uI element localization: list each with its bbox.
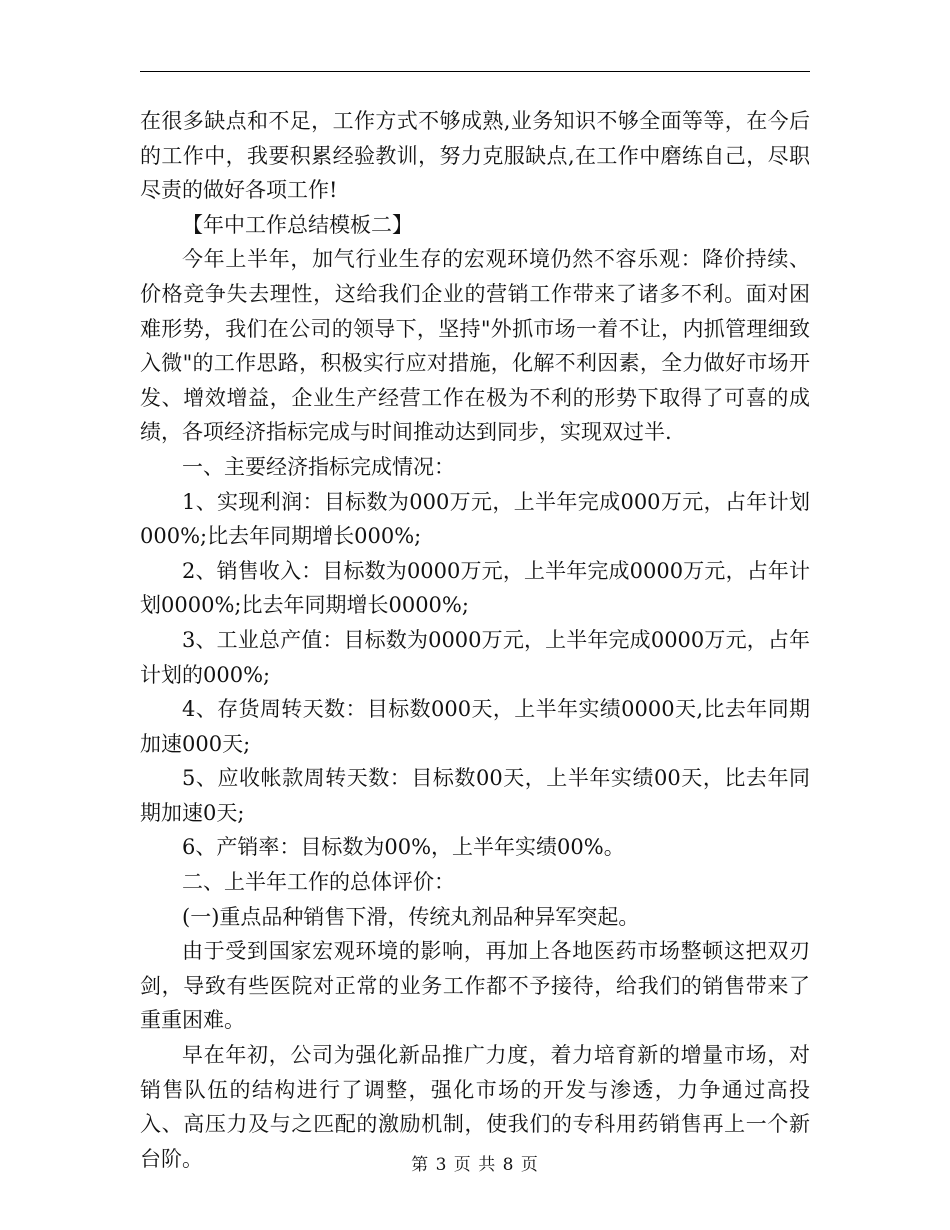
section-heading: 二、上半年工作的总体评价：	[182, 870, 455, 895]
list-item: 3、工业总产值：目标数为0000万元，上半年完成0000万元，占年计划的000%;	[140, 627, 810, 687]
section-heading: 【年中工作总结模板二】	[182, 212, 413, 237]
page-number: 第 3 页 共 8 页	[411, 1155, 539, 1175]
list-item: 4、存货周转天数：目标数000天，上半年实绩0000天,比去年同期加速000天;	[140, 697, 810, 756]
paragraph: 早在年初，公司为强化新品推广力度，着力培育新的增量市场，对销售队伍的结构进行了调整，强化市场的开发与渗透，力争通过高投入、高压力及与之匹配的激励机制，使我们的专科用药销售再上一个新台阶。	[140, 1043, 810, 1171]
list-item: 6、产销率：目标数为00%，上半年实绩00%。	[182, 835, 625, 860]
paragraph: 在很多缺点和不足，工作方式不够成熟,业务知识不够全面等等，在今后的工作中，我要积累经验教训，努力克服缺点,在工作中磨练自己，尽职尽责的做好各项工作!	[140, 109, 810, 203]
header-rule	[140, 71, 810, 72]
list-item: 2、销售收入：目标数为0000万元，上半年完成0000万元，占年计划0000%;比去年同期增长0000%;	[140, 558, 810, 618]
paragraph: 由于受到国家宏观环境的影响，再加上各地医药市场整顿这把双刃剑，导致有些医院对正常的业务工作都不予接待，给我们的销售带来了重重困难。	[140, 939, 810, 1033]
document-body	[140, 104, 810, 1176]
list-item: 1、实现利润：目标数为000万元，上半年完成000万元，占年计划000%;比去年同期增长000%;	[140, 489, 810, 549]
list-item: 5、应收帐款周转天数：目标数00天，上半年实绩00天，比去年同期加速0天;	[140, 766, 810, 825]
section-heading: 一、主要经济指标完成情况：	[182, 454, 455, 479]
paragraph: 今年上半年，加气行业生存的宏观环境仍然不容乐观：降价持续、价格竞争失去理性，这给我们企业的营销工作带来了诸多不利。面对困难形势，我们在公司的领导下，坚持"外抓市场一着不让，内抓管理细致入微"的工作思路，积极实行应对措施，化解不利因素，全力做好市场开发、增效增益，企业生产经营工作在极为不利的形势下取得了可喜的成绩，各项经济指标完成与时间推动达到同步，实现双过半.	[140, 247, 810, 445]
subsection-heading: (一)重点品种销售下滑，传统丸剂品种异军突起。	[182, 904, 640, 929]
